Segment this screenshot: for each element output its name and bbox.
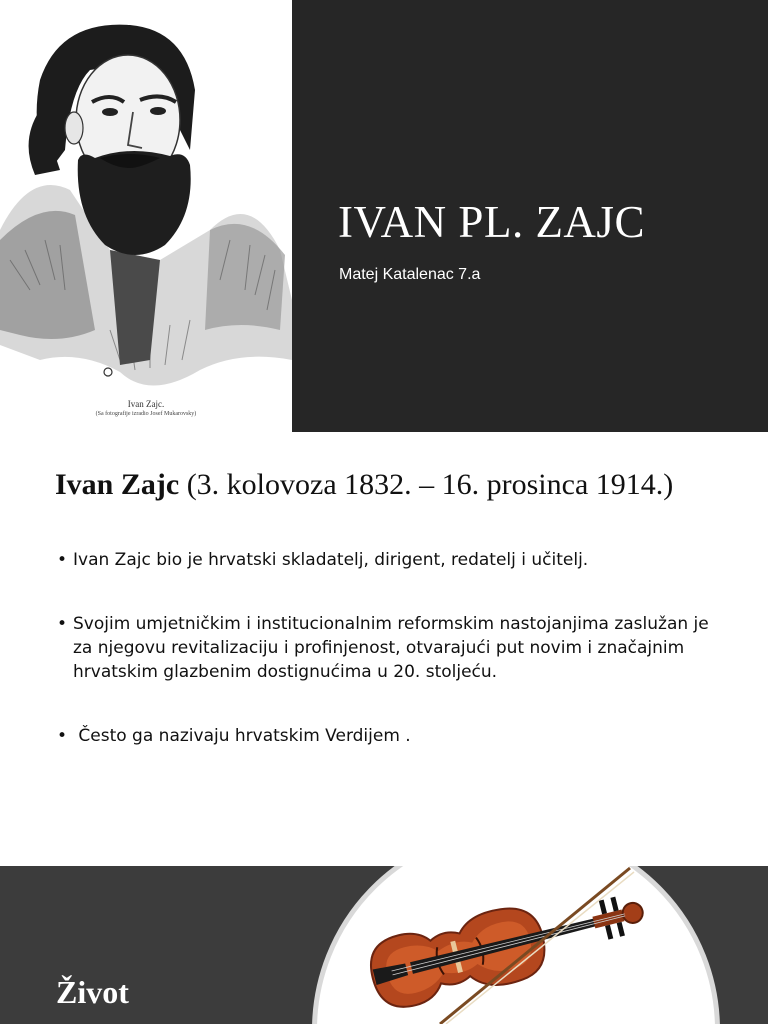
portrait-panel — [0, 0, 292, 432]
portrait-illustration — [0, 0, 292, 432]
life-slide — [0, 866, 768, 1024]
section-title: Život — [56, 974, 129, 1010]
list-item — [55, 612, 715, 684]
list-item — [55, 724, 715, 748]
list-item — [55, 548, 715, 572]
bullet-dot: • — [57, 726, 68, 746]
bullet-text: Često ga nazivaju hrvatskim Verdijem . — [73, 726, 411, 746]
bullet-list — [55, 548, 715, 748]
heading-name: Ivan Zajc — [55, 468, 180, 501]
presentation-title: IVAN PL. ZAJC — [338, 197, 645, 247]
bullet-text: Svojim umjetničkim i institucionalnim reformskim nastojanjima zaslužan je za njegovu revitalizaciju i profinjenost, otvarajući put novim i značajnim hrvatskim glazbenim dostignućima u 20. stoljeću. — [73, 614, 709, 682]
violin-illustration — [350, 866, 680, 1024]
title-panel — [292, 0, 768, 432]
portrait-caption: Ivan Zajc. — [127, 399, 165, 409]
title-slide — [0, 0, 768, 432]
bullet-text: Ivan Zajc bio je hrvatski skladatelj, dirigent, redatelj i učitelj. — [73, 550, 589, 570]
portrait-credit: (Sa fotografije izradio Josef Mukarovsky) — [95, 411, 197, 417]
biography-heading — [55, 468, 695, 502]
bullet-dot: • — [57, 550, 68, 570]
biography-slide — [0, 432, 768, 866]
heading-dates: (3. kolovoza 1832. – 16. prosinca 1914.) — [179, 468, 674, 501]
bullet-dot: • — [57, 614, 68, 634]
presentation-author: Matej Katalenac 7.a — [339, 266, 481, 283]
